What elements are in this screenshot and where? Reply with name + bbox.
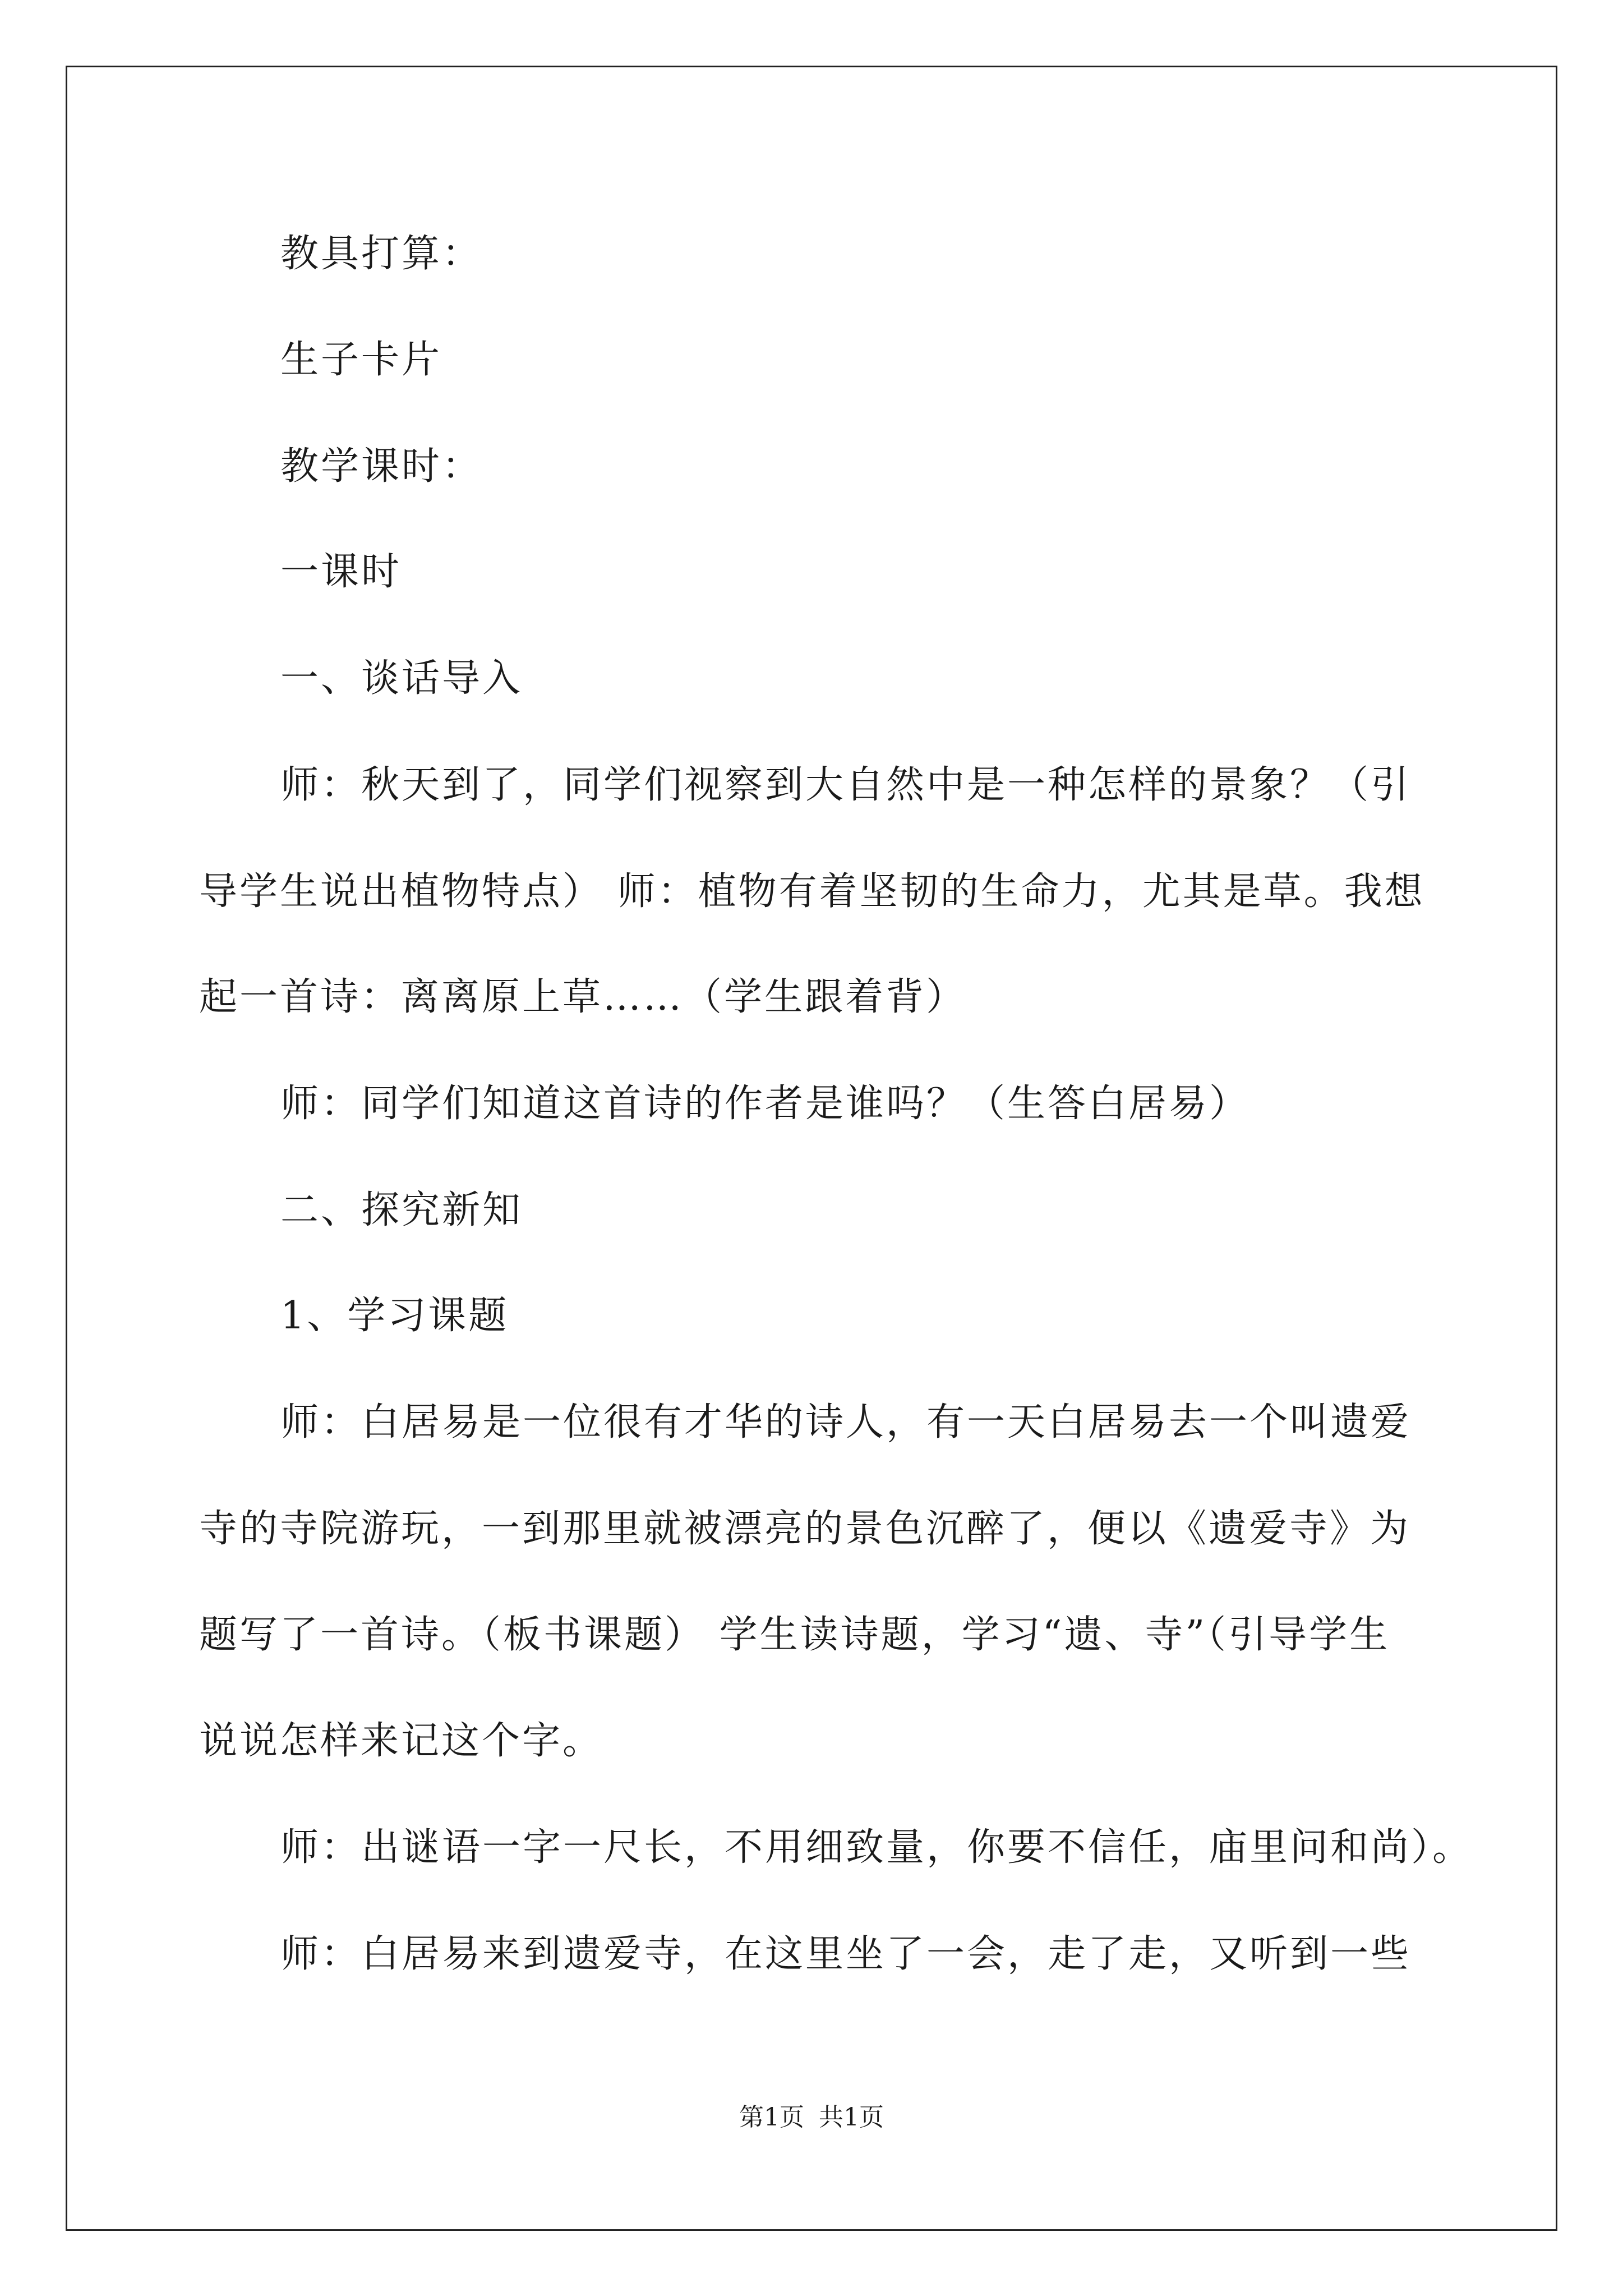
section-heading: 二、探究新知 bbox=[280, 1188, 523, 1232]
text-line: 教具打算： bbox=[280, 232, 483, 276]
text-line: 说说怎样来记这个字。 bbox=[199, 1719, 603, 1763]
subsection-heading: 1、学习课题 bbox=[280, 1294, 509, 1338]
text-line: 师：白居易来到遗爱寺，在这里坐了一会，走了走，又听到一些 bbox=[280, 1932, 1412, 1976]
text-line: 师：白居易是一位很有才华的诗人，有一天白居易去一个叫遗爱 bbox=[280, 1400, 1412, 1444]
text-line: 题写了一首诗。（板书课题） 学生读诗题，学习“遗、寺”（引导学生 bbox=[199, 1613, 1390, 1657]
text-line: 生子卡片 bbox=[280, 338, 442, 382]
page-number: 第1页 bbox=[739, 2103, 804, 2132]
text-line: 起一首诗：离离原上草……（学生跟着背） bbox=[199, 975, 967, 1019]
text-line: 导学生说出植物特点） 师：植物有着坚韧的生命力，尤其是草。我想 bbox=[199, 869, 1425, 914]
page-footer bbox=[0, 2101, 1623, 2134]
text-line: 师：同学们知道这首诗的作者是谁吗？（生答白居易） bbox=[280, 1082, 1250, 1126]
page-total: 共1页 bbox=[819, 2103, 884, 2132]
text-line: 师：出谜语一字一尺长，不用细致量，你要不信任，庙里问和尚）。 bbox=[280, 1825, 1473, 1870]
text-line: 一课时 bbox=[280, 550, 402, 594]
text-line: 教学课时： bbox=[280, 444, 483, 489]
text-line: 师：秋天到了，同学们视察到大自然中是一种怎样的景象？（引 bbox=[280, 763, 1412, 807]
section-heading: 一、谈话导入 bbox=[280, 656, 523, 701]
text-line: 寺的寺院游玩，一到那里就被漂亮的景色沉醉了，便以《遗爱寺》为 bbox=[199, 1507, 1411, 1551]
